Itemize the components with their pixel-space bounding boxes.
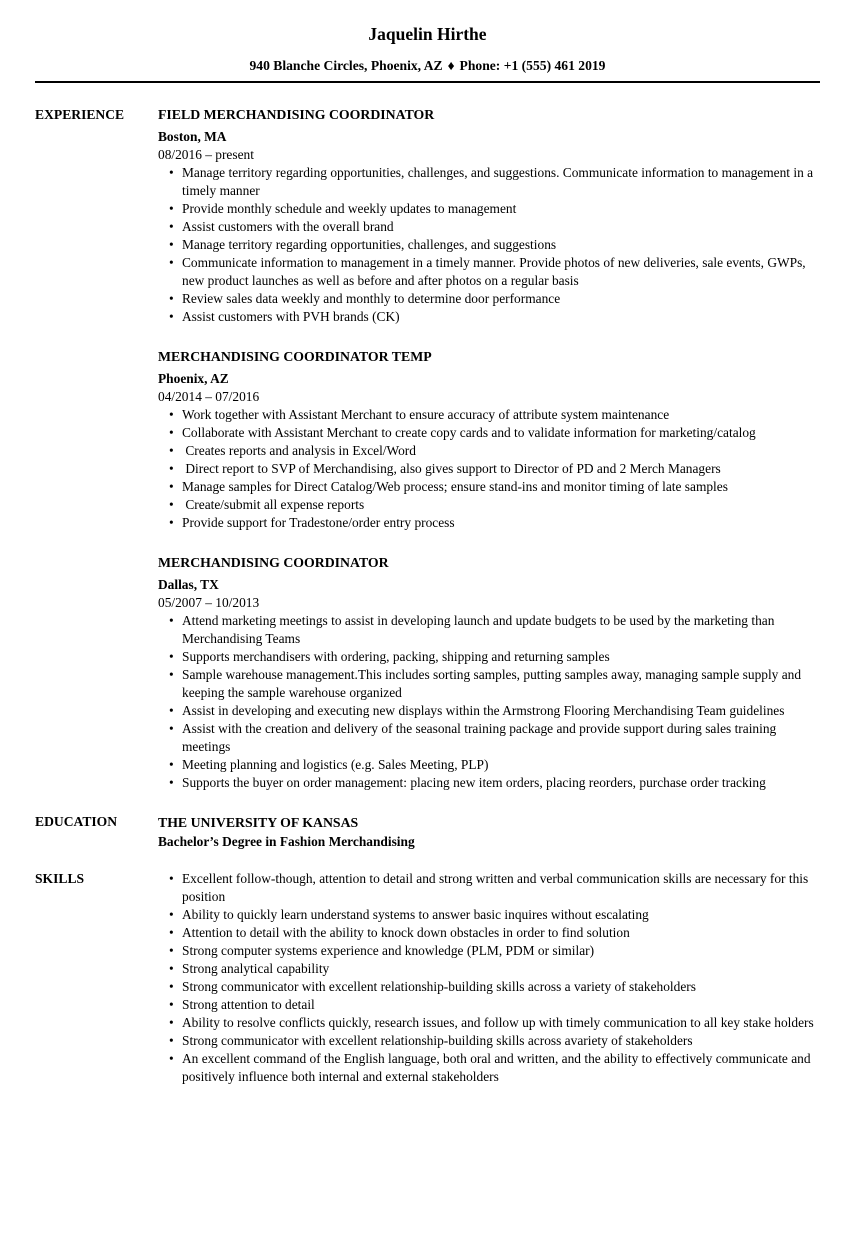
bullet-item: • Provide monthly schedule and weekly updates to management: [182, 200, 816, 218]
bullet-item: • Meeting planning and logistics (e.g. Sales Meeting, PLP): [182, 756, 816, 774]
bullet-item: • Direct report to SVP of Merchandising, also gives support to Director of PD and 2 Merch Managers: [182, 460, 816, 478]
job-bullets: [158, 406, 820, 532]
section-label-experience: EXPERIENCE: [35, 107, 125, 122]
bullet-item: • Supports merchandisers with ordering, packing, shipping and returning samples: [182, 648, 816, 666]
bullet-item: • Collaborate with Assistant Merchant to create copy cards and to validate information for marketing/catalog: [182, 424, 816, 442]
section-skills: [35, 870, 820, 1086]
education-school: THE UNIVERSITY OF KANSAS: [158, 815, 359, 830]
job-title: MERCHANDISING COORDINATOR TEMP: [158, 349, 432, 364]
bullet-item: • Communicate information to management in a timely manner. Provide photos of new deliveries, sale events, GWPs, new product launches as well as before and after photos on a regular basis: [182, 254, 816, 290]
job-entry: [158, 106, 820, 326]
job-bullets: [158, 164, 820, 326]
job-title: FIELD MERCHANDISING COORDINATOR: [158, 107, 435, 122]
bullet-item: • Strong communicator with excellent relationship-building skills across a variety of stakeholders: [182, 978, 816, 996]
bullet-item: • Supports the buyer on order management: placing new item orders, placing reorders, purchase order tracking: [182, 774, 816, 792]
bullet-item: • Strong communicator with excellent relationship-building skills across avariety of stakeholders: [182, 1032, 816, 1050]
bullet-item: • Create/submit all expense reports: [182, 496, 816, 514]
bullet-item: • Provide support for Tradestone/order entry process: [182, 514, 816, 532]
skills-content: [158, 870, 820, 1086]
education-degree: Bachelor’s Degree in Fashion Merchandising: [158, 834, 415, 849]
job-dates: 08/2016 – present: [158, 147, 254, 162]
bullet-item: • Assist customers with the overall brand: [182, 218, 816, 236]
header-divider: [35, 81, 820, 83]
skills-bullets: [158, 870, 820, 1086]
bullet-item: • An excellent command of the English language, both oral and written, and the ability to effectively communicate and positively influence both internal and external stakeholders: [182, 1050, 816, 1086]
bullet-item: • Manage territory regarding opportunities, challenges, and suggestions: [182, 236, 816, 254]
contact-address: 940 Blanche Circles, Phoenix, AZ: [249, 58, 443, 73]
job-entry: [158, 554, 820, 792]
candidate-name: Jaquelin Hirthe: [368, 24, 487, 44]
bullet-item: • Assist customers with PVH brands (CK): [182, 308, 816, 326]
bullet-item: • Excellent follow-though, attention to detail and strong written and verbal communication skills are necessary for this position: [182, 870, 816, 906]
bullet-item: • Ability to resolve conflicts quickly, research issues, and follow up with timely communication to all key stake holders: [182, 1014, 816, 1032]
bullet-item: • Assist in developing and executing new displays within the Armstrong Flooring Merchandising Team guidelines: [182, 702, 816, 720]
job-entry: [158, 348, 820, 532]
bullet-item: • Review sales data weekly and monthly to determine door performance: [182, 290, 816, 308]
diamond-icon: ♦: [447, 58, 455, 73]
contact-line: [35, 57, 820, 75]
job-dates: 04/2014 – 07/2016: [158, 389, 260, 404]
job-location: Phoenix, AZ: [158, 371, 229, 386]
job-location: Boston, MA: [158, 129, 227, 144]
job-dates: 05/2007 – 10/2013: [158, 595, 260, 610]
bullet-item: • Work together with Assistant Merchant to ensure accuracy of attribute system maintenance: [182, 406, 816, 424]
resume-header: [35, 24, 820, 83]
section-label-skills: SKILLS: [35, 871, 85, 886]
section-experience: [35, 106, 820, 792]
bullet-item: • Ability to quickly learn understand systems to answer basic inquires without escalating: [182, 906, 816, 924]
section-education: [35, 813, 820, 851]
bullet-item: • Strong computer systems experience and knowledge (PLM, PDM or similar): [182, 942, 816, 960]
section-label-education: EDUCATION: [35, 814, 118, 829]
bullet-item: • Attention to detail with the ability to knock down obstacles in order to find solution: [182, 924, 816, 942]
job-bullets: [158, 612, 820, 792]
bullet-item: • Assist with the creation and delivery of the seasonal training package and provide support during sales training meetings: [182, 720, 816, 756]
bullet-item: • Creates reports and analysis in Excel/Word: [182, 442, 816, 460]
bullet-item: • Strong attention to detail: [182, 996, 816, 1014]
job-location: Dallas, TX: [158, 577, 219, 592]
contact-phone: Phone: +1 (555) 461 2019: [459, 58, 606, 73]
education-content: [158, 813, 820, 851]
bullet-item: • Sample warehouse management.This includes sorting samples, putting samples away, managing sample supply and keeping the sample warehouse organized: [182, 666, 816, 702]
bullet-item: • Strong analytical capability: [182, 960, 816, 978]
bullet-item: • Manage samples for Direct Catalog/Web process; ensure stand-ins and monitor timing of late samples: [182, 478, 816, 496]
bullet-item: • Attend marketing meetings to assist in developing launch and update budgets to be used by the marketing than Merchandising Teams: [182, 612, 816, 648]
job-title: MERCHANDISING COORDINATOR: [158, 555, 389, 570]
experience-content: [158, 106, 820, 792]
bullet-item: • Manage territory regarding opportunities, challenges, and suggestions. Communicate information to management in a timely manner: [182, 164, 816, 200]
